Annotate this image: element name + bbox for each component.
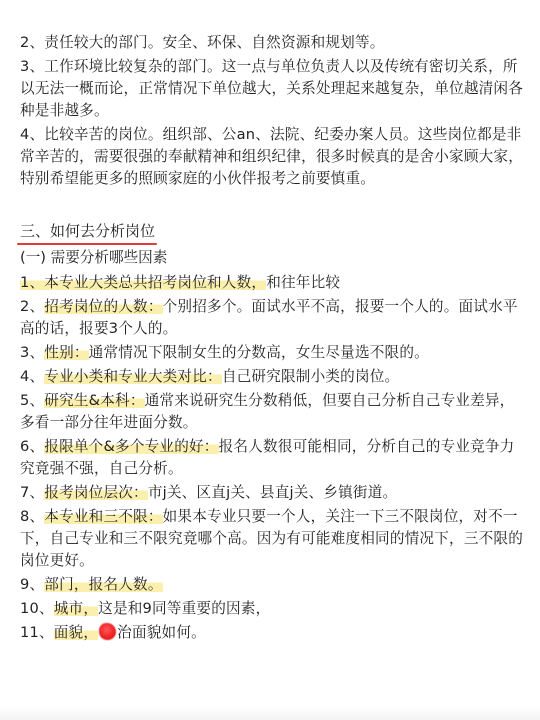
- factor-3-highlight: 性别：: [44, 344, 89, 361]
- factor-4-highlight: 专业小类和专业大类对比：: [44, 368, 222, 385]
- factor-5-highlight: 研究生&本科：: [44, 392, 145, 409]
- factor-6-highlight: 报限单个&多个专业的好：: [44, 438, 219, 455]
- factor-9: [20, 574, 524, 596]
- factor-2: [20, 296, 524, 340]
- redaction-mark: [99, 623, 116, 640]
- factor-5-number: 5、: [20, 392, 45, 409]
- factor-3-text: 通常情况下限制女生的分数高，女生尽量选不限的。: [88, 344, 429, 361]
- factor-2-text: 个别招多个。面试水平不高，报要一个人的。面试水平高的话，报要3个人的。: [20, 298, 518, 337]
- factor-6-text: 报名人数很可能相同，分析自己的专业竞争力究竟强不强，自己分析。: [20, 438, 515, 477]
- factor-11-highlight: 面貌，: [53, 624, 99, 641]
- factor-7-text: 市j关、区直j关、县直j关、乡镇街道。: [147, 484, 398, 501]
- item-3: 3、工作环境比较复杂的部门。这一点与单位负责人以及传统有密切关系，所以无法一概而论，正常情况下单位越大，关系处理起来越复杂，单位越清闲各种是非越多。: [20, 58, 523, 119]
- factor-3: [20, 342, 524, 364]
- factor-11-text: 治面貌如何。: [117, 624, 206, 641]
- factor-7-highlight: 报考岗位层次：: [44, 484, 148, 501]
- factor-5-text: 通常来说研究生分数稍低，但要自己分析自己专业差异，多看一部分往年进面分数。: [20, 392, 515, 431]
- factor-6: [20, 436, 524, 480]
- factor-1: [20, 272, 524, 294]
- section-heading-wrap: [20, 220, 524, 245]
- factor-4-number: 4、: [20, 368, 45, 385]
- factor-8-highlight: 本专业和三不限：: [44, 508, 163, 525]
- factor-9-highlight: 部门，报名人数。: [44, 576, 163, 593]
- factor-4: [20, 366, 524, 388]
- factor-8: [20, 506, 524, 572]
- factor-10-number: 10、: [20, 600, 54, 617]
- factor-7-number: 7、: [20, 484, 45, 501]
- factor-4-text: 自己研究限制小类的岗位。: [221, 368, 400, 385]
- factor-3-number: 3、: [20, 344, 45, 361]
- factor-10-text: 这是和9同等重要的因素，: [98, 600, 271, 617]
- section-heading: 三、如何去分析岗位: [20, 220, 155, 245]
- factor-6-number: 6、: [20, 438, 45, 455]
- factor-2-number: 2、: [20, 298, 45, 315]
- factor-1-text: 和往年比较: [266, 274, 341, 291]
- section-gap: [20, 192, 524, 220]
- factor-8-number: 8、: [20, 508, 45, 525]
- factor-9-number: 9、: [20, 576, 45, 593]
- item-4: 4、比较辛苦的岗位。组织部、公an、法院、纪委办案人员。这些岗位都是非常辛苦的，需要很强的奉献精神和组织纪律，很多时候真的是舍小家顾大家，特别希望能更多的照顾家庭的小伙伴报考之前要慎重。: [20, 126, 523, 187]
- page-bottom-edge: [0, 706, 540, 720]
- factor-1-highlight: 1、本专业大类总共招考岗位和人数，: [20, 274, 267, 291]
- factor-8-text: 如果本专业只要一个人，关注一下三不限岗位，对不一下，自己专业和三不限究竟哪个高。因为有可能难度相同的情况下，三不限的岗位更好。: [20, 508, 523, 569]
- factor-2-highlight: 招考岗位的人数：: [44, 298, 163, 315]
- factor-5: [20, 390, 524, 434]
- factor-10: [20, 598, 524, 620]
- factor-10-highlight: 城市，: [53, 600, 99, 617]
- factor-7: [20, 482, 524, 504]
- item-2: 2、责任较大的部门。安全、环保、自然资源和规划等。: [20, 34, 385, 51]
- factor-11-number: 11、: [20, 624, 54, 641]
- factor-11: [20, 622, 524, 644]
- subsection-heading: (一) 需要分析哪些因素: [20, 249, 168, 266]
